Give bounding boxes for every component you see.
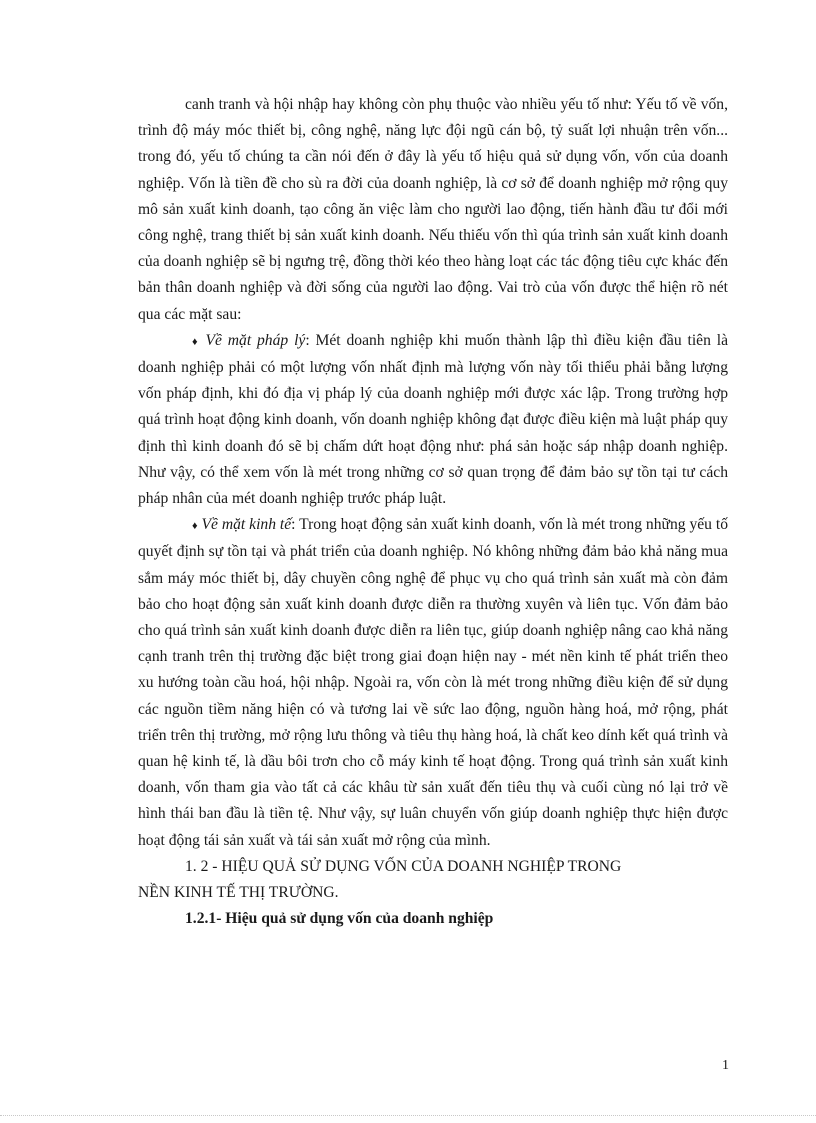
economic-label: Về mặt kinh tế — [201, 516, 292, 534]
section-heading-line2: NỀN KINH TẾ THỊ TRƯỜNG. — [138, 884, 339, 902]
economic-text: : Trong hoạt động sản xuất kinh doanh, vốn là mét trong những yếu tố quyết định sự tồn tại và phát triển của doanh nghiệp. Nó không những đảm bảo khả năng mua sắm máy móc thiết bị, dây chuyền công nghệ để phục vụ cho quá trình sản xuất mà còn đảm bảo cho hoạt động sản xuất kinh doanh được diễn ra thường xuyên và liên tục. Vốn đảm bảo cho quá trình sản xuất kinh doanh được diễn ra liên tục, giúp doanh nghiệp nâng cao khả năng cạnh tranh trên thị trường đặc biệt trong giai đoạn hiện nay - mét nền kinh tế phát triển theo xu hướng toàn cầu hoá, hội nhập. Ngoài ra, vốn còn là mét trong những điều kiện để sử dụng các nguồn tiềm năng hiện có và tương lai về sức lao động, nguồn hàng hoá, mở rộng, phát triển trên thị trường, mở rộng lưu thông và tiêu thụ hàng hoá, là chất keo dính kết quá trình và quan hệ kinh tế, là dầu bôi trơn cho cỗ máy kinh tế hoạt động. Trong quá trình sản xuất kinh doanh, vốn tham gia vào tất cả các khâu từ sản xuất đến tiêu thụ và cuối cùng nó lại trở về hình thái ban đầu là tiền tệ. Như vậy, sự luân chuyển vốn giúp doanh nghiệp thực hiện được hoạt động tái sản xuất và tái sản xuất mở rộng của mình. — [138, 516, 728, 849]
page-number: 1 — [722, 1058, 729, 1073]
legal-text: : Mét doanh nghiệp khi muốn thành lập thì điều kiện đầu tiên là doanh nghiệp phải có một lượng vốn nhất định mà lượng vốn này tối thiểu phải bằng lượng vốn pháp định, khi đó địa vị pháp lý của doanh nghiệp mới được xác lập. Trong trường hợp quá trình hoạt động kinh doanh, vốn doanh nghiệp không đạt được điều kiện mà luật pháp quy định thì kinh doanh đó sẽ bị chấm dứt hoạt động như: phá sản hoặc sáp nhập doanh nghiệp. Như vậy, có thể xem vốn là mét trong những cơ sở quan trọng để đảm bảo sự tồn tại tư cách pháp nhân của mét doanh nghiệp trước pháp luật. — [138, 331, 728, 508]
diamond-bullet-icon: ♦ — [192, 335, 200, 348]
body-text — [138, 92, 728, 933]
section-heading-line1: 1. 2 - HIỆU QUẢ SỬ DỤNG VỐN CỦA DOANH NGHIỆP TRONG — [185, 857, 622, 875]
legal-label: Về mặt pháp lý — [205, 331, 306, 349]
section-heading — [138, 854, 728, 906]
intro-paragraph: canh tranh và hội nhập hay không còn phụ thuộc vào nhiều yếu tố như: Yếu tố về vốn, trình độ máy móc thiết bị, công nghệ, năng lực đội ngũ cán bộ, tỷ suất lợi nhuận trên vốn... trong đó, yếu tố chúng ta cần nói đến ở đây là yếu tố hiệu quả sử dụng vốn, vốn của doanh nghiệp. Vốn là tiền đề cho sù ra đời của doanh nghiệp, là cơ sở để doanh nghiệp mở rộng quy mô sản xuất kinh doanh, tạo công ăn việc làm cho người lao động, tiến hành đầu tư đổi mới công nghệ, trang thiết bị sản xuất kinh doanh. Nếu thiếu vốn thì qúa trình sản xuất kinh doanh của doanh nghiệp sẽ bị ngưng trệ, đồng thời kéo theo hàng loạt các tác động tiêu cực khác đến bản thân doanh nghiệp và đời sống của người lao động. Vai trò của vốn được thể hiện rõ nét qua các mặt sau: — [138, 96, 728, 323]
legal-paragraph — [138, 328, 728, 512]
subsection-heading: 1.2.1- Hiệu quả sử dụng vốn của doanh nghiệp — [185, 910, 494, 928]
page-bottom-divider — [0, 1115, 816, 1116]
economic-paragraph — [138, 512, 728, 854]
diamond-bullet-icon: ♦ — [192, 520, 198, 533]
